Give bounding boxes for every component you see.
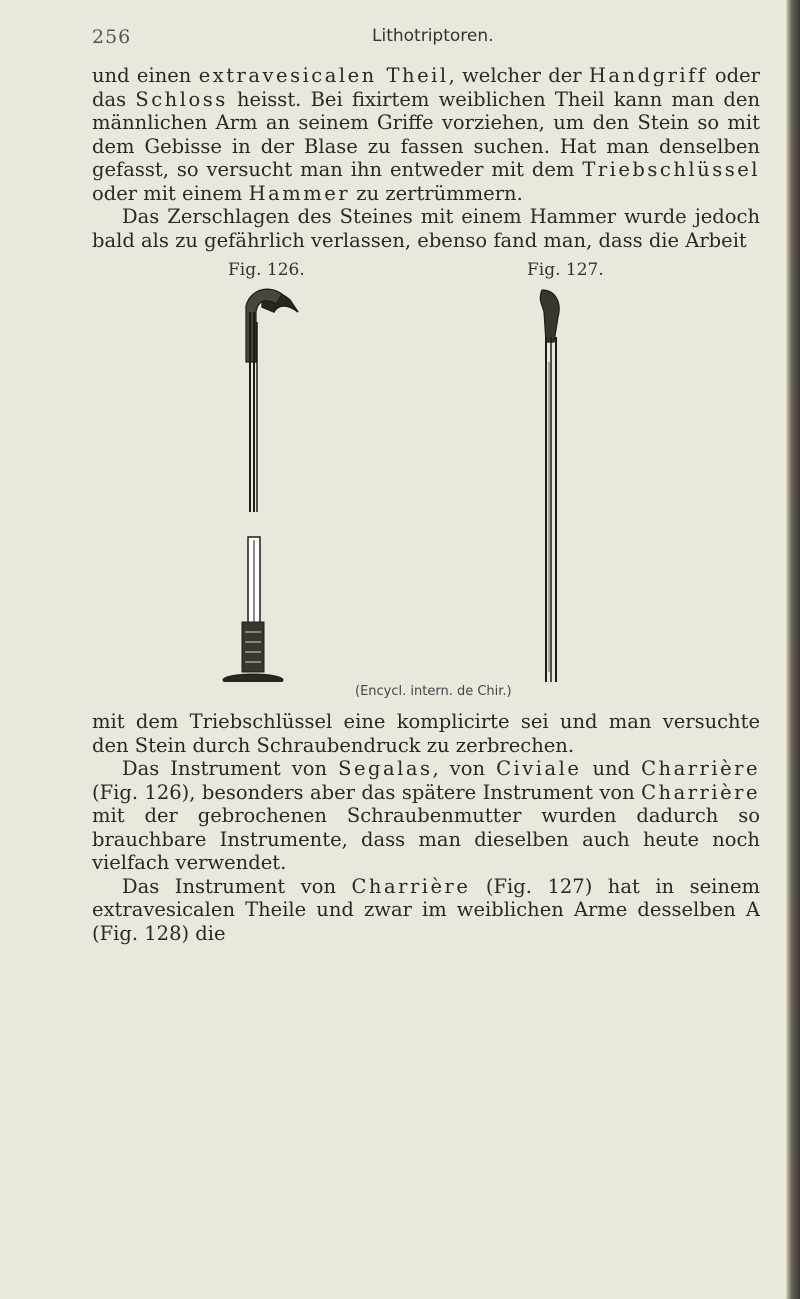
emphasized-name: Charrière [641, 780, 760, 804]
text-run: und [581, 757, 642, 780]
paragraph [92, 757, 760, 875]
text-run: zu zertrümmern. [350, 181, 523, 205]
text-run: mit der gebrochenen Schraubenmutter wurden dadurch so brauchbare Instrumente, dass man dieselben auch heute noch vielfach verwendet. [92, 804, 760, 874]
text-block-top [92, 64, 760, 252]
emphasized-term: Hammer [248, 181, 351, 205]
emphasized-name: Segalas [338, 757, 433, 780]
emphasized-name: Charrière [641, 757, 760, 780]
text-run: oder mit einem [92, 181, 249, 205]
running-title: Lithotriptoren. [372, 26, 494, 46]
text-run: heisst. Bei fixirtem weiblichen Theil kann man den männlichen Arm an seinem Griffe vorziehen, um den Stein so mit dem Gebisse in der Blase zu fassen suchen. Hat man denselben gefasst, so versucht man ihn entweder mit dem [92, 87, 760, 181]
page-edge-shadow [786, 0, 800, 1299]
instrument-fig-126 [223, 289, 298, 682]
emphasized-term: extravesicalen Theil [198, 64, 449, 87]
paragraph: Das Zerschlagen des Steines mit einem Hammer wurde jedoch bald als zu gefährlich verlassen, ebenso fand man, dass die Arbeit [92, 205, 760, 252]
text-run: (Fig. 126), besonders aber das spätere Instrument von [92, 780, 642, 804]
text-run: , von [432, 757, 497, 780]
text-block-bottom [92, 710, 760, 945]
instrument-fig-127 [540, 290, 559, 682]
text-run: Das Instrument von [122, 757, 339, 780]
emphasized-term: Schloss [135, 87, 228, 111]
lithotriptor-engravings [150, 282, 670, 682]
text-run: und einen [92, 64, 199, 87]
emphasized-name: Civiale [496, 757, 582, 780]
figure-caption: (Encycl. intern. de Chir.) [355, 684, 512, 699]
paragraph [92, 875, 760, 946]
paragraph: mit dem Triebschlüssel eine komplicirte sei und man versuchte den Stein durch Schraubendruck zu zerbrechen. [92, 710, 760, 757]
running-head [92, 26, 772, 52]
page-number: 256 [92, 26, 132, 48]
emphasized-name: Charrière [351, 874, 471, 898]
text-run: Das Instrument von [122, 874, 352, 898]
figures-illustration [150, 282, 670, 682]
text-run: oder das [92, 64, 760, 111]
figure-126-label: Fig. 126. [228, 260, 305, 280]
emphasized-term: Handgriff [588, 64, 708, 87]
emphasized-term: Triebschlüssel [582, 158, 760, 181]
paragraph [92, 64, 760, 205]
text-run: (Fig. 127) hat in seinem extravesicalen Theile und zwar im weiblichen Arme desselben A (Fig. 128) die [92, 874, 760, 945]
figure-127-label: Fig. 127. [527, 260, 604, 280]
text-run: , welcher der [448, 64, 589, 87]
